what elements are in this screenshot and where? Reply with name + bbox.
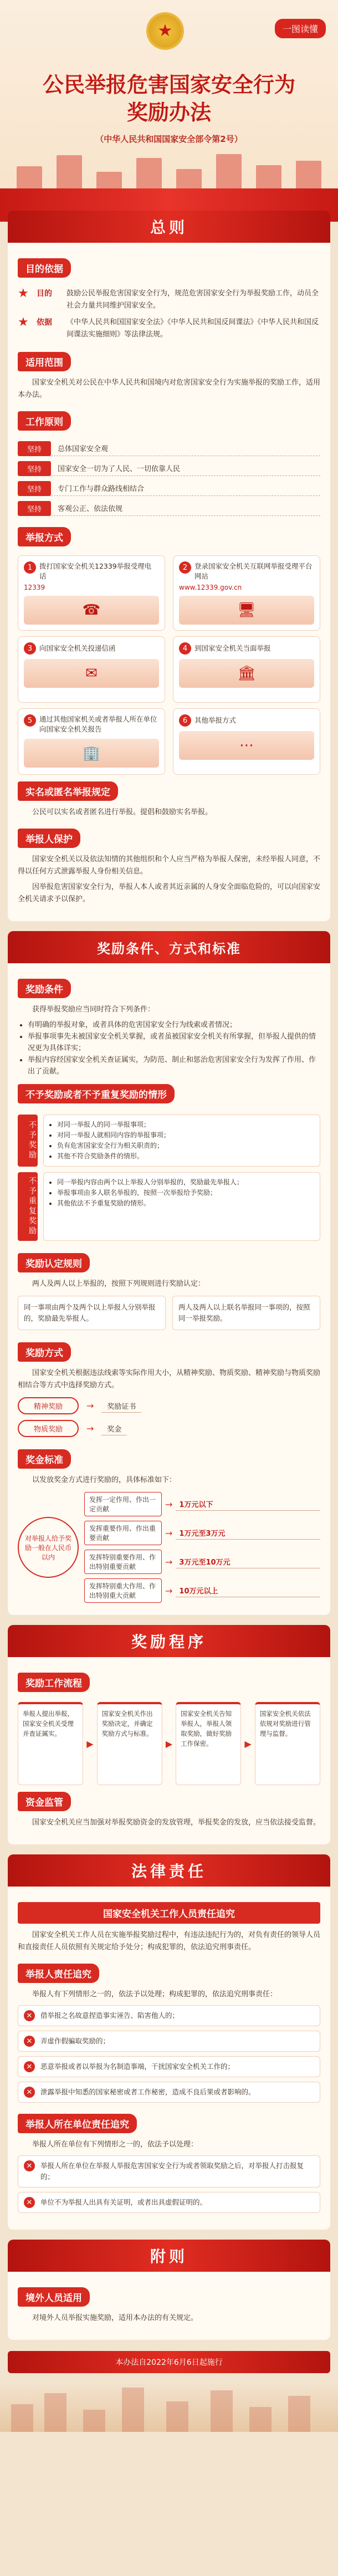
no-repeat-tag: 不予重复奖励 bbox=[18, 1172, 38, 1241]
subsection-conditions: 奖励条件 bbox=[18, 979, 71, 998]
subsection-scope: 适用范围 bbox=[18, 352, 71, 371]
subsection-reporter: 举报人责任追究 bbox=[18, 1964, 99, 1983]
report-method-card bbox=[173, 708, 320, 775]
principle-item bbox=[18, 481, 320, 496]
liability-text: 借举报之名故意捏造事实诬告、陷害他人的； bbox=[40, 2011, 180, 2020]
standard-level: 发挥一定作用、作出一定贡献 bbox=[84, 1492, 162, 1516]
principle-text: 客观公正、依法依规 bbox=[51, 500, 320, 516]
principle-text: 专门工作与群众路线相结合 bbox=[51, 481, 320, 496]
cross-icon: ✕ bbox=[24, 2061, 35, 2072]
great-wall-decoration bbox=[0, 150, 338, 188]
standard-row bbox=[84, 1521, 320, 1545]
office-icon: 🏛 bbox=[179, 659, 314, 688]
subsection-realname: 实名或匿名举报规定 bbox=[18, 781, 118, 801]
read-guide-button[interactable]: 一图读懂 bbox=[275, 19, 326, 38]
star-icon: ★ bbox=[18, 315, 29, 329]
section-header-general: 总则 bbox=[8, 211, 330, 243]
liability-text: 泄露举报中知悉的国家秘密或者工作秘密，造成不良后果或者影响的。 bbox=[40, 2088, 255, 2096]
principle-tag: 坚持 bbox=[18, 441, 51, 456]
flow-step: 国家安全机关依法依规对奖励进行管理与监督。 bbox=[255, 1702, 320, 1785]
list-item: • 举报事项事先未被国家安全机关掌握，或者虽被国家安全机关有所掌握，但举报人提供的情况更为具体详实； bbox=[28, 1031, 320, 1054]
unit-liability-list bbox=[18, 2155, 320, 2213]
subsection-purpose: 目的依据 bbox=[18, 258, 71, 278]
standard-level: 发挥特别重要作用、作出特别重要贡献 bbox=[84, 1550, 162, 1574]
step-number: 5 bbox=[24, 714, 36, 727]
letter-icon: ✉ bbox=[24, 659, 159, 688]
no-reward-tag: 不予奖励 bbox=[18, 1115, 38, 1167]
report-method-contact[interactable]: 12339 bbox=[24, 584, 45, 591]
principle-tag: 坚持 bbox=[18, 461, 51, 476]
condition-list bbox=[18, 1019, 320, 1077]
section-header-procedure: 奖励程序 bbox=[8, 1625, 330, 1657]
subsection-standard: 奖金标准 bbox=[18, 1449, 71, 1469]
more-icon: ⋯ bbox=[179, 731, 314, 760]
reward-form-type: 精神奖励 bbox=[18, 1397, 79, 1414]
standard-amount: 1万元以下 bbox=[176, 1497, 320, 1511]
section-header-liability: 法律责任 bbox=[8, 1854, 330, 1887]
list-item: • 其他依法不予重复奖励的情形。 bbox=[57, 1198, 314, 1209]
principle-text: 国家安全一切为了人民、一切依靠人民 bbox=[51, 461, 320, 476]
subsection-principles: 工作原则 bbox=[18, 411, 71, 431]
subsection-staff: 国家安全机关工作人员责任追究 bbox=[18, 1902, 320, 1924]
subsection-foreign: 境外人员适用 bbox=[18, 2287, 90, 2307]
subsection-fund: 资金监管 bbox=[18, 1792, 71, 1811]
liability-item bbox=[18, 2005, 320, 2026]
cross-icon: ✕ bbox=[24, 2036, 35, 2047]
principle-text: 总体国家安全观 bbox=[51, 441, 320, 456]
flow-step: 国家安全机关告知举报人，举报人领取奖励，做好奖励工作保密。 bbox=[176, 1702, 241, 1785]
section-general: 目的依据 ★ 目的 鼓励公民举报危害国家安全行为，规范危害国家安全行为举报奖励工作，动员全社会力量共同维护国家安全。 ★ 依据 《中华人民共和国国家安全法》《中华人民共和国反间谍法》《中华人民共和国反间谍法实施细则》等法律法规。 适用范围 国家安全机关对公民在中华人民共和国境内对危害国家安全行为实施举报的奖励工作，适用本办法。 工作原则 坚持 总体国家安全观 坚持 国家安全一切为了人民、一切依靠人民 坚持 专门工作与群众路线相结合 坚持 客观公正、依法依规 举报方式 1 拨打国家安全机关12339举报受理电话 12339 ☎ 2 登录国家安全机关互联网举报受理平台网站 www.12339.gov.cn 🖥 3 向国家安全机关投递信函 ✉ 4 到国家安全机关当面举报 🏛 5 通过其他国家机关或者举报人所在单位向国家安全机关报告 🏢 6 其他举报方式 ⋯ 实名或匿名举报规定 公民可以实名或者匿名进行举报。提倡和鼓励实名举报。 举报人保护 国家安全机关以及依法知情的其他组织和个人应当严格为举报人保密，未经举报人同意，不得以任何方式泄露举报人身份相关信息。 因举报危害国家安全行为，举报人本人或者其近亲属的人身安全面临危险的，可以向国家安全机关请求予以保护。 bbox=[8, 243, 330, 921]
arrow-right-icon: ▶ bbox=[165, 1738, 173, 1749]
reward-form-type: 物质奖励 bbox=[18, 1420, 79, 1437]
reward-form-row bbox=[18, 1420, 320, 1437]
list-item: • 举报内容经国家安全机关查证属实，为防范、制止和惩治危害国家安全行为发挥了作用、作出了贡献。 bbox=[28, 1054, 320, 1077]
subsection-unit: 举报人所在单位责任追究 bbox=[18, 2114, 137, 2133]
liability-item bbox=[18, 2056, 320, 2077]
standard-row bbox=[84, 1550, 320, 1574]
reward-form-row bbox=[18, 1397, 320, 1414]
liability-text: 弄虚作假骗取奖励的； bbox=[40, 2037, 110, 2045]
section-liability: 国家安全机关工作人员责任追究 国家安全机关工作人员在实施举报奖励过程中，有违法违纪行为的，对负有责任的领导人员和直接责任人员依照有关规定给予处分；构成犯罪的，依法追究刑事责任。 举报人责任追究 举报人有下列情形之一的，依法予以处理；构成犯罪的，依法追究刑事责任： ✕ 借举报之名故意捏造事实诬告、陷害他人的； ✕ 弄虚作假骗取奖励的； ✕ 恶意举报或者以举报为名制造事端，干扰国家安全机关工作的； ✕ 泄露举报中知悉的国家秘密或者工作秘密，造成不良后果或者影响的。 举报人所在单位责任追究 举报人所在单位有下列情形之一的，依法予以处理： ✕ 举报人所在单位在举报人举报危害国家安全行为或者领取奖励之后，对举报人打击报复的； ✕ 单位不为举报人出具有关证明，或者出具虚假证明的。 bbox=[8, 1887, 330, 2230]
subsection-no-reward: 不予奖励或者不予重复奖励的情形 bbox=[18, 1084, 175, 1103]
section-header-appendix: 附则 bbox=[8, 2240, 330, 2272]
liability-text: 举报人所在单位在举报人举报危害国家安全行为或者领取奖励之后，对举报人打击报复的； bbox=[40, 2161, 304, 2181]
report-method-card bbox=[18, 555, 165, 631]
liability-text: 恶意举报或者以举报为名制造事端，干扰国家安全机关工作的； bbox=[40, 2062, 235, 2071]
arrow-right-icon: → bbox=[86, 1423, 94, 1434]
report-method-text: 通过其他国家机关或者举报人所在单位向国家安全机关报告 bbox=[39, 715, 157, 733]
cross-icon: ✕ bbox=[24, 2160, 35, 2171]
section-appendix: 境外人员适用 对境外人员举报实施奖励，适用本办法的有关规定。 bbox=[8, 2272, 330, 2340]
arrow-right-icon: → bbox=[165, 1527, 173, 1539]
principle-list bbox=[18, 441, 320, 516]
section-conditions: 奖励条件 获得举报奖励应当同时符合下列条件： • 有明确的举报对象，或者具体的危害国家安全行为线索或者情况； • 举报事项事先未被国家安全机关掌握，或者虽被国家安全机关有所掌握，但举报人提供的情况更为具体详实； • 举报内容经国家安全机关查证属实，为防范、制止和惩治危害国家安全行为发挥了作用、作出了贡献。 不予奖励或者不予重复奖励的情形 不予奖励 • 对同一举报人的同一举报事项； • 对同一举报人就相同内容的举报事项； • 负有危害国家安全行为相关职责的； • 其他不符合奖励条件的情形。 不予重复奖励 • 同一举报内容由两个以上举报人分别举报的，奖励最先举报人； • 举报事项由多人联名举报的，按照一次举报给予奖励； • 其他依法不予重复奖励的情形。 奖励认定规则 两人及两人以上举报的，按照下列规则进行奖励认定： 同一事项由两个及两个以上举报人分别举报的，奖励最先举报人。 两人及两人以上联名举报同一事项的，按照同一举报奖励。 奖励方式 国家安全机关根据违法线索等实际作用大小，从精神奖励、物质奖励、精神奖励与物质奖励相结合等方式中选择奖励方式。 精神奖励 → 奖励证书 物质奖励 → 奖金 奖金标准 以发放奖金方式进行奖励的，具体标准如下： 对举报人给予奖励一般在人民币以内 发挥一定作用、作出一定贡献 → 1万元以下 发挥重要作用、作出重要贡献 → 1万元至3万元 发挥特别重要作用、作出特别重要贡献 → 3万元至10万元 发挥特别重大作用、作出特别重大贡献 → 10万元以上 bbox=[8, 963, 330, 1615]
principle-tag: 坚持 bbox=[18, 501, 51, 516]
reporter-liability-list bbox=[18, 2005, 320, 2103]
standard-level: 发挥重要作用、作出重要贡献 bbox=[84, 1521, 162, 1545]
reward-form-list bbox=[18, 1397, 320, 1437]
standard-amount: 1万元至3万元 bbox=[176, 1526, 320, 1540]
subsection-forms: 奖励方式 bbox=[18, 1342, 71, 1362]
principle-tag: 坚持 bbox=[18, 481, 51, 496]
standard-row bbox=[84, 1492, 320, 1516]
identify-rule-first: 同一事项由两个及两个以上举报人分别举报的，奖励最先举报人。 bbox=[18, 1296, 166, 1330]
list-item: • 负有危害国家安全行为相关职责的； bbox=[57, 1141, 314, 1151]
standard-center-circle: 对举报人给予奖励一般在人民币以内 bbox=[18, 1517, 79, 1578]
cross-icon: ✕ bbox=[24, 2197, 35, 2208]
hero-banner bbox=[0, 0, 338, 222]
arrow-right-icon: ▶ bbox=[244, 1738, 252, 1749]
report-method-grid bbox=[18, 555, 320, 775]
list-item: • 同一举报内容由两个以上举报人分别举报的，奖励最先举报人； bbox=[57, 1177, 314, 1188]
building-icon: 🏢 bbox=[24, 739, 159, 768]
step-number: 1 bbox=[24, 561, 36, 574]
standard-amount: 3万元至10万元 bbox=[176, 1555, 320, 1568]
report-method-card bbox=[18, 708, 165, 775]
arrow-right-icon: → bbox=[165, 1585, 173, 1596]
subsection-methods: 举报方式 bbox=[18, 527, 71, 546]
list-item: • 有明确的举报对象，或者具体的危害国家安全行为线索或者情况； bbox=[28, 1019, 320, 1031]
report-method-text: 其他举报方式 bbox=[194, 716, 237, 724]
principle-item bbox=[18, 461, 320, 476]
reward-form-value: 奖金 bbox=[101, 1422, 127, 1435]
flow-steps bbox=[18, 1702, 320, 1785]
report-method-contact[interactable]: www.12339.gov.cn bbox=[179, 584, 242, 591]
list-item: • 其他不符合奖励条件的情形。 bbox=[57, 1151, 314, 1162]
page-title: 公民举报危害国家安全行为 奖励办法 bbox=[42, 73, 295, 125]
arrow-right-icon: → bbox=[86, 1401, 94, 1411]
list-item: • 对同一举报人的同一举报事项； bbox=[57, 1120, 314, 1130]
report-method-text: 拨打国家安全机关12339举报受理电话 bbox=[39, 562, 152, 580]
arrow-right-icon: → bbox=[165, 1499, 173, 1510]
phone-icon: ☎ bbox=[24, 596, 159, 625]
cross-icon: ✕ bbox=[24, 2010, 35, 2021]
cross-icon: ✕ bbox=[24, 2087, 35, 2098]
flow-step: 国家安全机关作出奖励决定，并确定奖励方式与标准。 bbox=[97, 1702, 162, 1785]
reward-form-value: 奖励证书 bbox=[101, 1399, 141, 1413]
national-emblem-icon: ★ bbox=[148, 14, 182, 48]
effective-date-banner: 本办法自2022年6月6日起施行 bbox=[8, 2351, 330, 2373]
bottom-skyline-decoration bbox=[0, 2382, 338, 2432]
standard-amount: 10万元以上 bbox=[176, 1584, 320, 1597]
report-method-text: 登录国家安全机关互联网举报受理平台网站 bbox=[194, 562, 313, 580]
report-method-text: 向国家安全机关投递信函 bbox=[39, 644, 116, 652]
standard-rows bbox=[84, 1492, 320, 1603]
flow-step: 举报人提出举报，国家安全机关受理并查证属实。 bbox=[18, 1702, 83, 1785]
principle-item bbox=[18, 500, 320, 516]
standard-row bbox=[84, 1578, 320, 1603]
report-method-card bbox=[18, 636, 165, 703]
step-number: 4 bbox=[179, 642, 191, 655]
liability-item bbox=[18, 2155, 320, 2187]
standard-level: 发挥特别重大作用、作出特别重大贡献 bbox=[84, 1578, 162, 1603]
report-method-card bbox=[173, 636, 320, 703]
list-item: • 举报事项由多人联名举报的，按照一次举报给予奖励； bbox=[57, 1188, 314, 1198]
step-number: 6 bbox=[179, 714, 191, 727]
subsection-identify: 奖励认定规则 bbox=[18, 1253, 90, 1272]
arrow-right-icon: → bbox=[165, 1556, 173, 1567]
list-item: • 对同一举报人就相同内容的举报事项； bbox=[57, 1130, 314, 1141]
identify-rule-joint: 两人及两人以上联名举报同一事项的，按照同一举报奖励。 bbox=[172, 1296, 320, 1330]
subsection-flow: 奖励工作流程 bbox=[18, 1673, 90, 1692]
computer-icon: 🖥 bbox=[179, 596, 314, 625]
subsection-protection: 举报人保护 bbox=[18, 829, 80, 848]
liability-item bbox=[18, 2031, 320, 2052]
star-icon: ★ bbox=[18, 287, 29, 300]
step-number: 3 bbox=[24, 642, 36, 655]
section-procedure: 奖励工作流程 举报人提出举报，国家安全机关受理并查证属实。 ▶ 国家安全机关作出奖励决定，并确定奖励方式与标准。 ▶ 国家安全机关告知举报人，举报人领取奖励，做好奖励工作保密。 ▶ 国家安全机关依法依规对奖励进行管理与监督。 资金监管 国家安全机关应当加强对举报奖励资金的发放管理，举报奖金的发放，应当依法接受监督。 bbox=[8, 1657, 330, 1844]
section-header-conditions: 奖励条件、方式和标准 bbox=[8, 931, 330, 963]
page-subtitle: （中华人民共和国国家安全部令第2号） bbox=[95, 134, 243, 144]
principle-item bbox=[18, 441, 320, 456]
liability-item bbox=[18, 2192, 320, 2213]
liability-text: 单位不为举报人出具有关证明，或者出具虚假证明的。 bbox=[40, 2198, 207, 2206]
report-method-text: 到国家安全机关当面举报 bbox=[194, 644, 271, 652]
step-number: 2 bbox=[179, 561, 191, 574]
report-method-card bbox=[173, 555, 320, 631]
arrow-right-icon: ▶ bbox=[86, 1738, 94, 1749]
liability-item bbox=[18, 2082, 320, 2103]
